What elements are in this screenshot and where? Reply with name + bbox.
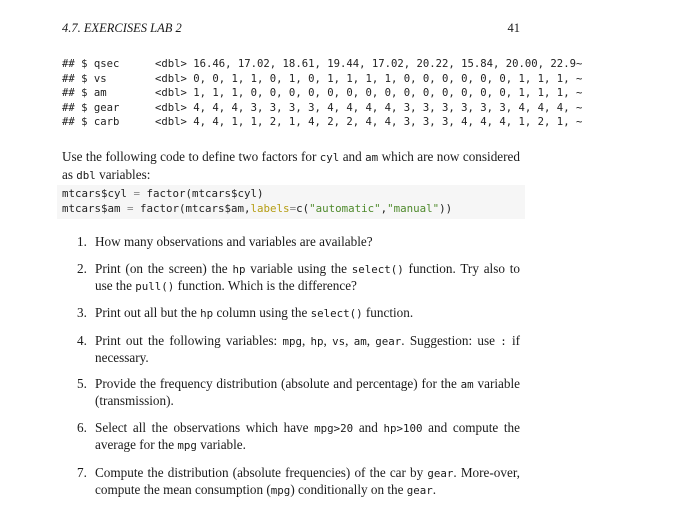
code-text: factor(mtcars$cyl) (140, 187, 264, 200)
text: and (353, 419, 384, 435)
variable-values: <dbl> 4, 4, 4, 3, 3, 3, 3, 4, 4, 4, 4, 3, 3, 3, 3, 3, 3, 4, 4, 4, ~ (155, 101, 583, 114)
output-row (62, 72, 582, 87)
variable-values: <dbl> 0, 0, 1, 1, 0, 1, 0, 1, 1, 1, 1, 0, 0, 0, 0, 0, 0, 1, 1, 1, ~ (155, 72, 583, 85)
code-string: "manual" (387, 201, 440, 215)
exercise-number: 4. (77, 332, 87, 348)
code-operator: = (127, 201, 134, 215)
inline-code: gear (375, 334, 402, 348)
text: variable (transmission). (95, 376, 521, 409)
exercise-list (62, 234, 520, 509)
exercise-text (95, 465, 520, 497)
inline-code: cyl (319, 151, 340, 164)
text: , (366, 332, 376, 348)
code-operator: = (133, 187, 141, 200)
code-text: factor(mtcars$am, (133, 201, 251, 215)
text: Compute the distribution (absolute frequencies) of the car by (95, 464, 428, 480)
text: variables: (95, 167, 151, 182)
inline-code: am (365, 151, 379, 164)
text: function. (362, 305, 414, 321)
exercise-text (95, 376, 520, 408)
r-output-block (62, 57, 582, 130)
inline-code: pull() (135, 279, 175, 293)
code-text: c( (296, 201, 310, 215)
variable-name: ## $ carb (62, 116, 120, 129)
text: Print (on the screen) the (95, 260, 233, 276)
code-block (57, 185, 525, 219)
exercise-item (62, 261, 520, 295)
text: and (339, 149, 366, 164)
code-text: mtcars$cyl (62, 187, 134, 200)
exercise-text (95, 234, 373, 249)
inline-code: gear (406, 483, 433, 497)
text: , (323, 332, 333, 348)
code-operator: = (289, 201, 297, 215)
code-text: )) (439, 201, 453, 215)
exercise-number: 1. (77, 234, 87, 249)
exercise-number: 6. (77, 419, 87, 435)
exercise-text (95, 261, 520, 293)
code-string: "automatic" (309, 201, 381, 215)
inline-code: hp (232, 262, 246, 276)
text: . Suggestion: use (401, 332, 501, 348)
exercise-item (62, 305, 520, 322)
variable-name: ## $ am (62, 87, 107, 100)
code-argument: labels (250, 201, 290, 215)
exercise-text (95, 333, 520, 365)
text: Print out the following variables: (95, 332, 283, 348)
text: if necessary. (95, 332, 521, 365)
output-row (62, 101, 582, 116)
inline-code: mpg (282, 334, 302, 348)
inline-code: mpg (177, 438, 197, 452)
code-line-2 (62, 202, 520, 217)
code-text: mtcars$am (62, 201, 128, 215)
text: column using the (213, 305, 311, 321)
exercise-number: 7. (77, 464, 87, 480)
text: Use the following code to define two factors for (62, 149, 320, 164)
variable-name: ## $ qsec (62, 58, 120, 70)
text: ) conditionally on the (290, 481, 407, 497)
code-text: , (380, 201, 388, 215)
text: . (432, 481, 437, 497)
exercise-item (62, 333, 520, 366)
variable-values: <dbl> 16.46, 17.02, 18.61, 19.44, 17.02, 20.22, 15.84, 20.00, 22.9~ (155, 58, 583, 70)
inline-code: gear (427, 466, 454, 480)
text: Select all the observations which have (95, 419, 315, 435)
inline-code: am (353, 334, 367, 348)
inline-code: vs (332, 334, 346, 348)
text: Provide the frequency distribution (absolute and percentage) for the (95, 376, 461, 392)
exercise-text (95, 305, 413, 320)
text: How many observations and variables are available? (95, 234, 373, 249)
inline-code: mpg>20 (314, 421, 354, 435)
inline-code: mpg (270, 483, 291, 497)
variable-name: ## $ gear (62, 101, 120, 114)
text: which are now considered as (62, 149, 520, 182)
exercise-item (62, 420, 520, 454)
output-row (62, 86, 582, 101)
text: variable. (196, 436, 246, 452)
text: and compute the average for the (95, 419, 521, 452)
inline-code: select() (351, 262, 404, 276)
text: , (345, 332, 354, 348)
text: function. Which is the difference? (174, 277, 357, 293)
variable-values: <dbl> 1, 1, 1, 0, 0, 0, 0, 0, 0, 0, 0, 0, 0, 0, 0, 0, 0, 1, 1, 1, ~ (155, 87, 583, 100)
exercise-text (95, 420, 520, 452)
inline-code: select() (310, 307, 363, 321)
inline-code: hp (200, 307, 214, 321)
intro-paragraph (62, 148, 520, 184)
output-row (62, 57, 582, 72)
text: , (301, 332, 311, 348)
page-number: 41 (507, 21, 520, 35)
inline-code: am (460, 378, 474, 392)
text: . More-over, compute the mean consumption ( (95, 464, 520, 497)
exercise-item (62, 234, 520, 250)
inline-code: hp (310, 334, 324, 348)
exercise-number: 2. (77, 260, 87, 276)
exercise-item (62, 465, 520, 499)
variable-values: <dbl> 4, 4, 1, 1, 2, 1, 4, 2, 2, 4, 4, 3, 3, 3, 4, 4, 4, 1, 2, 1, ~ (155, 116, 583, 129)
inline-code: dbl (76, 169, 96, 182)
output-row (62, 115, 582, 130)
section-title: 4.7. EXERCISES LAB 2 (62, 21, 182, 35)
text: function. Try also to use the (95, 260, 520, 293)
exercise-number: 5. (77, 376, 87, 392)
code-line-1 (62, 187, 520, 202)
inline-code: hp>100 (383, 421, 423, 435)
exercise-number: 3. (77, 305, 87, 321)
text: variable using the (245, 260, 352, 276)
text: Print out all but the (95, 305, 201, 321)
exercise-item (62, 376, 520, 409)
variable-name: ## $ vs (62, 72, 107, 85)
inline-code: : (500, 334, 507, 348)
page-header (62, 21, 520, 36)
